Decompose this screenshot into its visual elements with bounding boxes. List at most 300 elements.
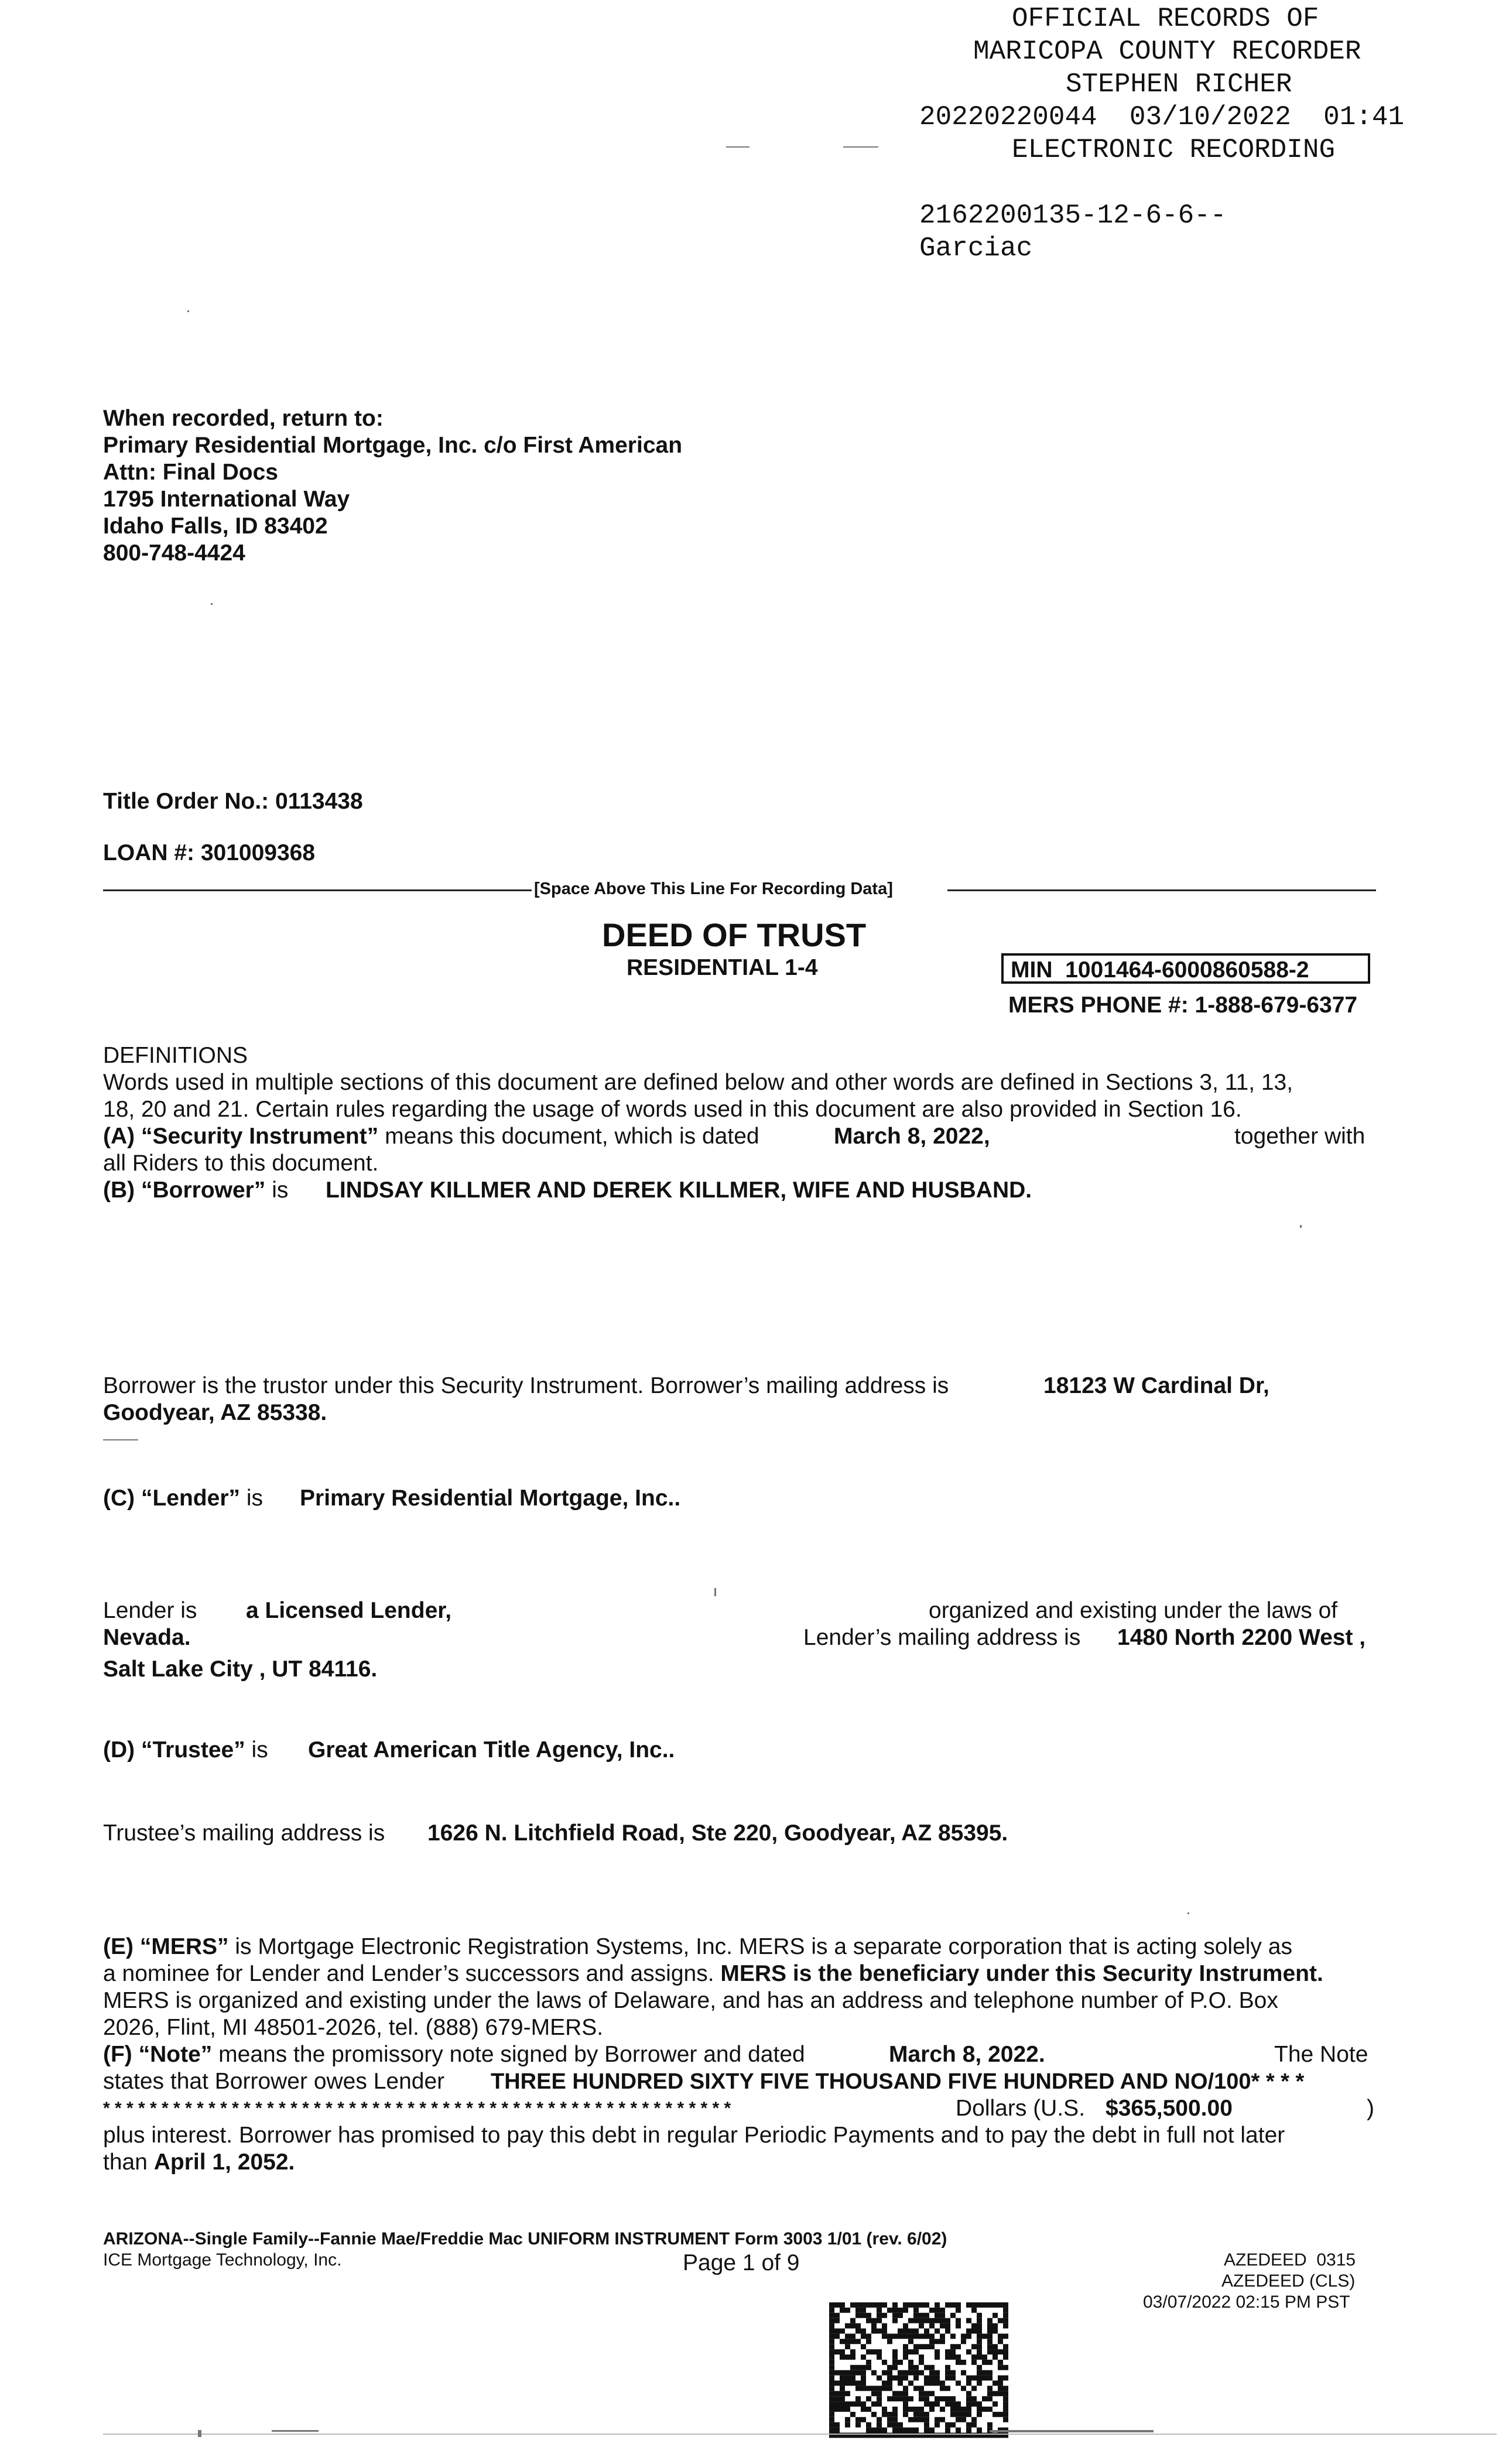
barcode-cell bbox=[829, 2376, 834, 2381]
barcode-cell bbox=[919, 2355, 924, 2360]
barcode-cell bbox=[882, 2428, 887, 2433]
barcode-cell bbox=[871, 2391, 877, 2396]
barcode-cell bbox=[834, 2313, 840, 2318]
barcode-cell bbox=[966, 2412, 971, 2417]
definition-f-text: means the promissory note signed by Borrower and dated bbox=[218, 2042, 805, 2067]
lender-is: Lender is bbox=[103, 1598, 197, 1623]
barcode-cell bbox=[877, 2313, 882, 2318]
barcode-cell bbox=[840, 2302, 845, 2308]
barcode-cell bbox=[871, 2323, 877, 2329]
barcode-cell bbox=[845, 2407, 850, 2412]
barcode-cell bbox=[898, 2376, 903, 2381]
definition-d bbox=[103, 1737, 268, 1764]
return-to-line-5: 800-748-4424 bbox=[103, 540, 245, 566]
barcode-cell bbox=[945, 2355, 950, 2360]
barcode-cell bbox=[829, 2302, 834, 2308]
return-to-heading: When recorded, return to: bbox=[103, 406, 384, 431]
barcode-cell bbox=[834, 2370, 840, 2376]
barcode-cell bbox=[898, 2391, 903, 2396]
barcode-cell bbox=[871, 2349, 877, 2355]
barcode-cell bbox=[913, 2329, 919, 2334]
barcode-cell bbox=[913, 2412, 919, 2417]
min-box bbox=[1001, 953, 1370, 984]
barcode-cell bbox=[956, 2355, 961, 2360]
barcode-cell bbox=[892, 2318, 898, 2323]
barcode-cell bbox=[993, 2381, 998, 2386]
barcode-cell bbox=[855, 2329, 861, 2334]
lender-state: Nevada. bbox=[103, 1625, 191, 1650]
barcode-cell bbox=[829, 2412, 834, 2417]
recording-clerk: Garciac bbox=[919, 233, 1033, 263]
barcode-cell bbox=[845, 2333, 850, 2339]
barcode-cell bbox=[882, 2386, 887, 2391]
barcode-cell bbox=[956, 2360, 961, 2365]
barcode-cell bbox=[903, 2329, 908, 2334]
barcode-cell bbox=[866, 2396, 871, 2401]
barcode-cell bbox=[829, 2329, 834, 2334]
barcode-cell bbox=[829, 2407, 834, 2412]
barcode-cell bbox=[913, 2308, 919, 2313]
barcode-cell bbox=[961, 2339, 966, 2344]
barcode-cell bbox=[829, 2370, 834, 2376]
lender-address-2: Salt Lake City , UT 84116. bbox=[103, 1657, 378, 1682]
barcode-cell bbox=[987, 2360, 993, 2365]
barcode-cell bbox=[924, 2428, 929, 2433]
barcode-cell bbox=[877, 2355, 882, 2360]
barcode-cell bbox=[913, 2365, 919, 2370]
barcode-cell bbox=[966, 2302, 971, 2308]
barcode-cell bbox=[935, 2329, 940, 2334]
barcode-cell bbox=[845, 2433, 850, 2438]
barcode-cell bbox=[845, 2391, 850, 2396]
definition-e-line-2a: a nominee for Lender and Lender’s successors and assigns. bbox=[103, 1961, 714, 1986]
barcode-cell bbox=[913, 2370, 919, 2376]
barcode-cell bbox=[971, 2360, 977, 2365]
barcode-cell bbox=[987, 2302, 993, 2308]
barcode-cell bbox=[945, 2323, 950, 2329]
recording-stamp bbox=[919, 2, 1493, 166]
barcode-cell bbox=[866, 2422, 871, 2428]
barcode-cell bbox=[971, 2302, 977, 2308]
barcode-cell bbox=[898, 2422, 903, 2428]
barcode-cell bbox=[919, 2313, 924, 2318]
title-order bbox=[103, 788, 363, 815]
barcode-cell bbox=[1003, 2407, 1008, 2412]
barcode-cell bbox=[871, 2329, 877, 2334]
barcode-cell bbox=[829, 2308, 834, 2313]
recording-divider-text: [Space Above This Line For Recording Data] bbox=[534, 879, 893, 898]
return-to-line-3: 1795 International Way bbox=[103, 487, 350, 512]
barcode-cell bbox=[993, 2355, 998, 2360]
barcode-cell bbox=[845, 2381, 850, 2386]
barcode-cell bbox=[945, 2349, 950, 2355]
barcode-cell bbox=[850, 2365, 855, 2370]
barcode-cell bbox=[966, 2422, 971, 2428]
barcode-cell bbox=[898, 2329, 903, 2334]
barcode-cell bbox=[924, 2422, 929, 2428]
barcode-cell bbox=[977, 2407, 982, 2412]
barcode-cell bbox=[956, 2407, 961, 2412]
barcode-cell bbox=[908, 2349, 913, 2355]
barcode-cell bbox=[850, 2370, 855, 2376]
barcode-cell bbox=[855, 2370, 861, 2376]
barcode-cell bbox=[919, 2407, 924, 2412]
barcode-cell bbox=[908, 2318, 913, 2323]
barcode-cell bbox=[829, 2417, 834, 2422]
barcode-cell bbox=[861, 2407, 866, 2412]
barcode-cell bbox=[887, 2339, 892, 2344]
barcode-cell bbox=[971, 2433, 977, 2438]
min-value: 1001464-6000860588-2 bbox=[1065, 957, 1309, 983]
barcode-cell bbox=[861, 2333, 866, 2339]
barcode-cell bbox=[977, 2355, 982, 2360]
barcode-cell bbox=[935, 2318, 940, 2323]
footer-form-line: ARIZONA--Single Family--Fannie Mae/Freddie Mac UNIFORM INSTRUMENT Form 3003 1/01 (rev. 6/02) bbox=[103, 2229, 947, 2249]
barcode-cell bbox=[940, 2386, 945, 2391]
barcode-cell bbox=[892, 2349, 898, 2355]
footer-timestamp: 03/07/2022 02:15 PM PST bbox=[1143, 2292, 1350, 2312]
return-to-line-1: Primary Residential Mortgage, Inc. c/o First American bbox=[103, 433, 683, 458]
barcode-cell bbox=[919, 2302, 924, 2308]
barcode-cell bbox=[898, 2433, 903, 2438]
barcode-cell bbox=[982, 2396, 987, 2401]
barcode-cell bbox=[908, 2329, 913, 2334]
min-label: MIN bbox=[1011, 957, 1053, 983]
barcode-cell bbox=[834, 2333, 840, 2339]
stamp-line-1: OFFICIAL RECORDS OF bbox=[1012, 4, 1319, 34]
barcode-cell bbox=[866, 2318, 871, 2323]
barcode-cell bbox=[924, 2333, 929, 2339]
barcode-cell bbox=[877, 2318, 882, 2323]
barcode-cell bbox=[887, 2381, 892, 2386]
barcode-cell bbox=[998, 2428, 1003, 2433]
barcode-cell bbox=[908, 2333, 913, 2339]
barcode-cell bbox=[850, 2355, 855, 2360]
barcode-cell bbox=[935, 2396, 940, 2401]
barcode-cell bbox=[908, 2417, 913, 2422]
barcode-cell bbox=[929, 2370, 935, 2376]
barcode-cell bbox=[924, 2412, 929, 2417]
barcode-cell bbox=[945, 2433, 950, 2438]
barcode-cell bbox=[919, 2412, 924, 2417]
barcode-cell bbox=[971, 2308, 977, 2313]
title-order-value: 0113438 bbox=[275, 789, 363, 814]
barcode-cell bbox=[882, 2302, 887, 2308]
barcode-cell bbox=[935, 2339, 940, 2344]
definition-e bbox=[103, 1933, 1292, 1960]
barcode-cell bbox=[940, 2407, 945, 2412]
barcode-cell bbox=[871, 2318, 877, 2323]
barcode-cell bbox=[908, 2365, 913, 2370]
definition-a-line-2: all Riders to this document. bbox=[103, 1151, 379, 1176]
barcode-cell bbox=[855, 2339, 861, 2344]
borrower-address-2: Goodyear, AZ 85338. bbox=[103, 1400, 327, 1425]
barcode-cell bbox=[913, 2407, 919, 2412]
barcode-cell bbox=[940, 2323, 945, 2329]
barcode-cell bbox=[834, 2401, 840, 2407]
barcode-cell bbox=[840, 2355, 845, 2360]
barcode-cell bbox=[861, 2302, 866, 2308]
barcode-cell bbox=[1003, 2323, 1008, 2329]
barcode-cell bbox=[871, 2428, 877, 2433]
barcode-cell bbox=[966, 2318, 971, 2323]
barcode-cell bbox=[866, 2349, 871, 2355]
barcode-cell bbox=[987, 2323, 993, 2329]
barcode-cell bbox=[919, 2433, 924, 2438]
barcode-cell bbox=[829, 2339, 834, 2344]
barcode-cell bbox=[961, 2386, 966, 2391]
barcode-cell bbox=[945, 2401, 950, 2407]
definition-e-line-3: MERS is organized and existing under the laws of Delaware, and has an address and telephone number of P.O. Box bbox=[103, 1988, 1278, 2013]
barcode-cell bbox=[982, 2376, 987, 2381]
barcode-cell bbox=[971, 2344, 977, 2349]
barcode-cell bbox=[950, 2355, 956, 2360]
barcode-cell bbox=[903, 2407, 908, 2412]
barcode-cell bbox=[993, 2344, 998, 2349]
barcode-cell bbox=[966, 2391, 971, 2396]
barcode-cell bbox=[861, 2381, 866, 2386]
barcode-cell bbox=[998, 2381, 1003, 2386]
mers-phone: MERS PHONE #: 1-888-679-6377 bbox=[1008, 993, 1358, 1018]
barcode-cell bbox=[829, 2318, 834, 2323]
barcode-cell bbox=[1003, 2386, 1008, 2391]
definition-f-line-5 bbox=[103, 2149, 295, 2176]
recording-divider-left bbox=[103, 889, 532, 891]
barcode-cell bbox=[1003, 2355, 1008, 2360]
barcode-cell bbox=[861, 2313, 866, 2318]
trustee-name: Great American Title Agency, Inc.. bbox=[308, 1737, 675, 1763]
barcode-cell bbox=[898, 2370, 903, 2376]
barcode-cell bbox=[877, 2422, 882, 2428]
barcode-cell bbox=[924, 2376, 929, 2381]
barcode-cell bbox=[977, 2313, 982, 2318]
barcode-cell bbox=[961, 2412, 966, 2417]
barcode-cell bbox=[850, 2433, 855, 2438]
barcode-cell bbox=[956, 2318, 961, 2323]
barcode-cell bbox=[834, 2407, 840, 2412]
barcode-cell bbox=[961, 2407, 966, 2412]
barcode-cell bbox=[924, 2365, 929, 2370]
barcode-cell bbox=[982, 2370, 987, 2376]
barcode-cell bbox=[882, 2360, 887, 2365]
barcode-cell bbox=[929, 2318, 935, 2323]
barcode-cell bbox=[855, 2386, 861, 2391]
barcode-cell bbox=[935, 2417, 940, 2422]
barcode-cell bbox=[924, 2318, 929, 2323]
barcode-cell bbox=[913, 2428, 919, 2433]
barcode-cell bbox=[919, 2344, 924, 2349]
barcode-cell bbox=[887, 2333, 892, 2339]
barcode-cell bbox=[887, 2433, 892, 2438]
barcode-cell bbox=[971, 2323, 977, 2329]
definition-e-line-2b: MERS is the beneficiary under this Security Instrument. bbox=[720, 1961, 1323, 1986]
barcode-cell bbox=[866, 2433, 871, 2438]
barcode-cell bbox=[966, 2401, 971, 2407]
barcode-cell bbox=[940, 2381, 945, 2386]
barcode-cell bbox=[866, 2428, 871, 2433]
barcode-cell bbox=[903, 2386, 908, 2391]
barcode-cell bbox=[1003, 2313, 1008, 2318]
barcode-cell bbox=[840, 2401, 845, 2407]
barcode-cell bbox=[940, 2396, 945, 2401]
barcode-cell bbox=[998, 2360, 1003, 2365]
barcode-cell bbox=[935, 2308, 940, 2313]
barcode-cell bbox=[924, 2396, 929, 2401]
barcode-cell bbox=[1003, 2412, 1008, 2417]
barcode-cell bbox=[1003, 2318, 1008, 2323]
barcode-cell bbox=[929, 2433, 935, 2438]
definition-f-line-2: states that Borrower owes Lender bbox=[103, 2069, 445, 2094]
barcode-cell bbox=[993, 2313, 998, 2318]
barcode-cell bbox=[903, 2333, 908, 2339]
barcode-cell bbox=[950, 2333, 956, 2339]
barcode-cell bbox=[882, 2381, 887, 2386]
barcode-cell bbox=[940, 2339, 945, 2344]
barcode-cell bbox=[966, 2333, 971, 2339]
barcode-cell bbox=[961, 2417, 966, 2422]
barcode-cell bbox=[877, 2417, 882, 2422]
barcode-cell bbox=[898, 2333, 903, 2339]
maturity-date: April 1, 2052. bbox=[153, 2150, 295, 2175]
barcode-cell bbox=[834, 2381, 840, 2386]
barcode-cell bbox=[977, 2349, 982, 2355]
min-number bbox=[1011, 957, 1309, 984]
barcode-cell bbox=[882, 2370, 887, 2376]
barcode-cell bbox=[882, 2407, 887, 2412]
barcode-cell bbox=[834, 2329, 840, 2334]
barcode-cell bbox=[903, 2396, 908, 2401]
barcode-cell bbox=[861, 2417, 866, 2422]
barcode-cell bbox=[861, 2433, 866, 2438]
barcode-cell bbox=[877, 2329, 882, 2334]
barcode-cell bbox=[855, 2302, 861, 2308]
definition-f-label: (F) “Note” bbox=[103, 2042, 213, 2067]
definitions-intro-1: Words used in multiple sections of this document are defined below and other words are defined in Sections 3, 11, 13, bbox=[103, 1070, 1293, 1095]
barcode-cell bbox=[945, 2376, 950, 2381]
barcode-cell bbox=[903, 2302, 908, 2308]
barcode-cell bbox=[1003, 2344, 1008, 2349]
barcode-cell bbox=[898, 2360, 903, 2365]
barcode-cell bbox=[977, 2381, 982, 2386]
barcode-cell bbox=[866, 2365, 871, 2370]
barcode-cell bbox=[945, 2318, 950, 2323]
barcode-cell bbox=[829, 2333, 834, 2339]
barcode-cell bbox=[940, 2333, 945, 2339]
barcode-cell bbox=[929, 2344, 935, 2349]
barcode-cell bbox=[977, 2370, 982, 2376]
barcode-cell bbox=[855, 2381, 861, 2386]
trustee-address: 1626 N. Litchfield Road, Ste 220, Goodyear, AZ 85395. bbox=[427, 1820, 1008, 1846]
lender-name: Primary Residential Mortgage, Inc.. bbox=[300, 1486, 681, 1511]
barcode-cell bbox=[877, 2349, 882, 2355]
barcode-cell bbox=[887, 2386, 892, 2391]
barcode-cell bbox=[982, 2433, 987, 2438]
barcode-cell bbox=[913, 2344, 919, 2349]
barcode-cell bbox=[861, 2308, 866, 2313]
barcode-cell bbox=[982, 2333, 987, 2339]
barcode-cell bbox=[966, 2381, 971, 2386]
barcode-cell bbox=[855, 2396, 861, 2401]
barcode-cell bbox=[945, 2396, 950, 2401]
barcode-cell bbox=[998, 2376, 1003, 2381]
barcode-cell bbox=[908, 2302, 913, 2308]
barcode-cell bbox=[919, 2417, 924, 2422]
barcode-cell bbox=[834, 2391, 840, 2396]
note-star-fill: * * * * * * * * * * * * * * * * * * * * * * * * * * * * * * * * * * * * * * * * * * * * * * * * * * * * * * bbox=[103, 2099, 731, 2118]
barcode-cell bbox=[829, 2323, 834, 2329]
note-date: March 8, 2022. bbox=[889, 2042, 1045, 2067]
barcode-cell bbox=[829, 2396, 834, 2401]
barcode-cell bbox=[987, 2428, 993, 2433]
barcode-cell bbox=[1003, 2349, 1008, 2355]
definition-e-label: (E) “MERS” bbox=[103, 1934, 229, 1959]
barcode-cell bbox=[855, 2401, 861, 2407]
barcode-cell bbox=[945, 2329, 950, 2334]
definition-d-label: (D) “Trustee” bbox=[103, 1737, 245, 1763]
trustee-address-text: Trustee’s mailing address is bbox=[103, 1820, 385, 1846]
barcode-cell bbox=[987, 2422, 993, 2428]
barcode-cell bbox=[861, 2370, 866, 2376]
barcode-cell bbox=[940, 2318, 945, 2323]
barcode-cell bbox=[829, 2365, 834, 2370]
barcode-cell bbox=[903, 2355, 908, 2360]
barcode-cell bbox=[877, 2428, 882, 2433]
barcode-cell bbox=[998, 2349, 1003, 2355]
barcode-cell bbox=[850, 2323, 855, 2329]
barcode-cell bbox=[982, 2302, 987, 2308]
barcode-cell bbox=[935, 2302, 940, 2308]
barcode-cell bbox=[971, 2422, 977, 2428]
barcode-cell bbox=[940, 2313, 945, 2318]
barcode-cell bbox=[840, 2433, 845, 2438]
barcode-cell bbox=[987, 2396, 993, 2401]
barcode-cell bbox=[903, 2344, 908, 2349]
barcode-cell bbox=[903, 2308, 908, 2313]
barcode-cell bbox=[919, 2370, 924, 2376]
barcode-cell bbox=[850, 2318, 855, 2323]
barcode-cell bbox=[919, 2333, 924, 2339]
barcode-cell bbox=[882, 2412, 887, 2417]
barcode-cell bbox=[935, 2381, 940, 2386]
barcode-cell bbox=[950, 2349, 956, 2355]
barcode-cell bbox=[966, 2349, 971, 2355]
barcode-cell bbox=[929, 2308, 935, 2313]
barcode-cell bbox=[993, 2433, 998, 2438]
barcode-cell bbox=[834, 2422, 840, 2428]
barcode-cell bbox=[892, 2391, 898, 2396]
barcode-cell bbox=[892, 2417, 898, 2422]
barcode-cell bbox=[987, 2329, 993, 2334]
barcode-cell bbox=[919, 2318, 924, 2323]
barcode-cell bbox=[956, 2323, 961, 2329]
document-subtitle: RESIDENTIAL 1-4 bbox=[627, 955, 818, 980]
barcode-cell bbox=[961, 2333, 966, 2339]
barcode-cell bbox=[887, 2396, 892, 2401]
note-amount-close: ) bbox=[1367, 2096, 1374, 2121]
barcode-cell bbox=[961, 2360, 966, 2365]
barcode-cell bbox=[840, 2396, 845, 2401]
barcode-cell bbox=[924, 2302, 929, 2308]
barcode-cell bbox=[903, 2391, 908, 2396]
definition-b bbox=[103, 1177, 288, 1204]
barcode-cell bbox=[877, 2391, 882, 2396]
stamp-line-5: ELECTRONIC RECORDING bbox=[1012, 135, 1336, 165]
barcode-cell bbox=[945, 2365, 950, 2370]
barcode-cell bbox=[871, 2302, 877, 2308]
barcode-cell bbox=[829, 2360, 834, 2365]
barcode-cell bbox=[882, 2329, 887, 2334]
barcode-cell bbox=[945, 2302, 950, 2308]
